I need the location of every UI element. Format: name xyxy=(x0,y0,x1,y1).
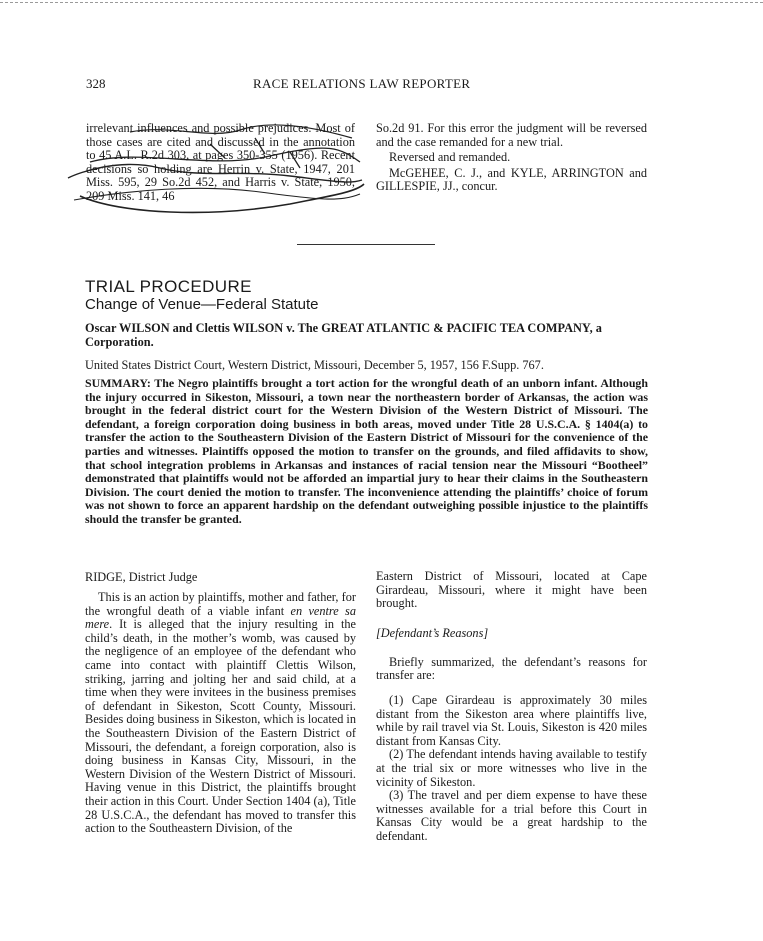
reason-item: (3) The travel and per diem expense to have these witnesses available for a trial before this Court in Kansas City would be a great hardship to the defendant. xyxy=(376,788,647,843)
subheading-defendants-reasons: [Defendant’s Reasons] xyxy=(376,625,489,640)
opinion-paragraph-1-start: This is an action by plaintiffs, mother and father, for the wrongful death of a viable infant xyxy=(85,590,356,618)
case-summary: SUMMARY: The Negro plaintiffs brought a tort action for the wrongful death of an unborn infant. Although the injury occurred in Sikeston, Missouri, a town near the northeastern border of Arkansas, the action was brought in the federal district court for the Western Division of the Western District of Missouri. The defendant, a foreign corporation doing business in both areas, moved under Title 28 U.S.C.A. § 1404(a) to transfer the action to the Southeastern Division of the Eastern District of Missouri for the convenience of the parties and witnesses. Plaintiffs opposed the motion to transfer on the grounds, and filed affidavits to show, that school integration problems in Arkansas and instances of racial tension near the Missouri “Bootheel” demonstrated that plaintiffs would not be afforded an impartial jury to hear their claims in the Southeastern Division. The court denied the motion to transfer. The inconvenience attending the plaintiffs’ choice of forum was not shown to force an apparent hardship on the defendant outweighing possible injustice to the plaintiffs should the transfer be granted. xyxy=(85,376,648,526)
section-divider-rule xyxy=(297,244,435,245)
previous-case-text-left: irrelevant influences and possible prejudices. Most of those cases are cited and discussed in the annotation to 45 A.L. R.2d 303, at pages 350-355 (1956). Recent decisions so holding are Herrin v. State, 1947, 201 Miss. 595, 29 So.2d 452, and Harris v. State, 1950, 209 Miss. 141, 46 xyxy=(86,121,355,203)
section-title: TRIAL PROCEDURE xyxy=(85,277,252,296)
reasons-intro: Briefly summarized, the defendant’s reasons for transfer are: xyxy=(376,654,647,683)
reason-item: (1) Cape Girardeau is approximately 30 miles distant from the Sikeston area where plaintiffs live, while by rail travel via St. Louis, Sikeston is 420 miles distant from Kansas City. xyxy=(376,692,647,748)
section-subtitle: Change of Venue—Federal Statute xyxy=(85,296,319,313)
opinion-left-column xyxy=(85,591,356,836)
opinion-paragraph-1 xyxy=(85,591,356,836)
previous-case-left-column xyxy=(86,122,355,204)
running-title: RACE RELATIONS LAW REPORTER xyxy=(253,76,471,91)
opinion-paragraph-1-rest: . It is alleged that the injury resulting in the child’s death, in the mother’s womb, was caused by the negligence of an employee of the defendant who came into contact with plaintiff Clettis Wilson, striking, jarring and jolting her and said child, at a time when they were invitees in the business premises of defendant in Sikeston, Scott County, Missouri. Besides doing business in Sikeston, which is located in the Southeastern Division of the Eastern District of Missouri, the defendant, a foreign corporation, also is doing business in Kansas City, Missouri, in the Western Division of the Western District of Missouri. Having venue in this District, the plaintiffs brought their action in this Court. Under Section 1404 (a), Title 28 U.S.C.A., the defendant has moved to transfer this action to the Southeastern Division, of the xyxy=(85,617,356,836)
concurrence: McGEHEE, C. J., and KYLE, ARRINGTON and GILLESPIE, JJ., concur. xyxy=(376,165,647,194)
judge-name: RIDGE, District Judge xyxy=(85,570,198,584)
latin-phrase: en ventre sa mere xyxy=(85,603,356,632)
disposition: Reversed and remanded. xyxy=(389,150,511,165)
court-citation: United States District Court, Western District, Missouri, December 5, 1957, 156 F.Supp. 767. xyxy=(85,358,544,372)
page-top-dashed-border xyxy=(0,2,763,3)
page-number: 328 xyxy=(86,76,106,91)
previous-case-text-right: So.2d 91. For this error the judgment will be reversed and the case remanded for a new trial. xyxy=(376,121,647,149)
opinion-continuation: Eastern District of Missouri, located at Cape Girardeau, Missouri, where it might have been brought. xyxy=(376,569,647,611)
reason-item: (2) The defendant intends having available to testify at the trial six or more witnesses who live in the vicinity of Sikeston. xyxy=(376,747,647,789)
case-caption: Oscar WILSON and Clettis WILSON v. The GREAT ATLANTIC & PACIFIC TEA COMPANY, a Corporation. xyxy=(85,321,602,349)
page-header xyxy=(86,76,646,92)
previous-case-right-column xyxy=(376,122,647,194)
opinion-right-column xyxy=(376,570,647,844)
